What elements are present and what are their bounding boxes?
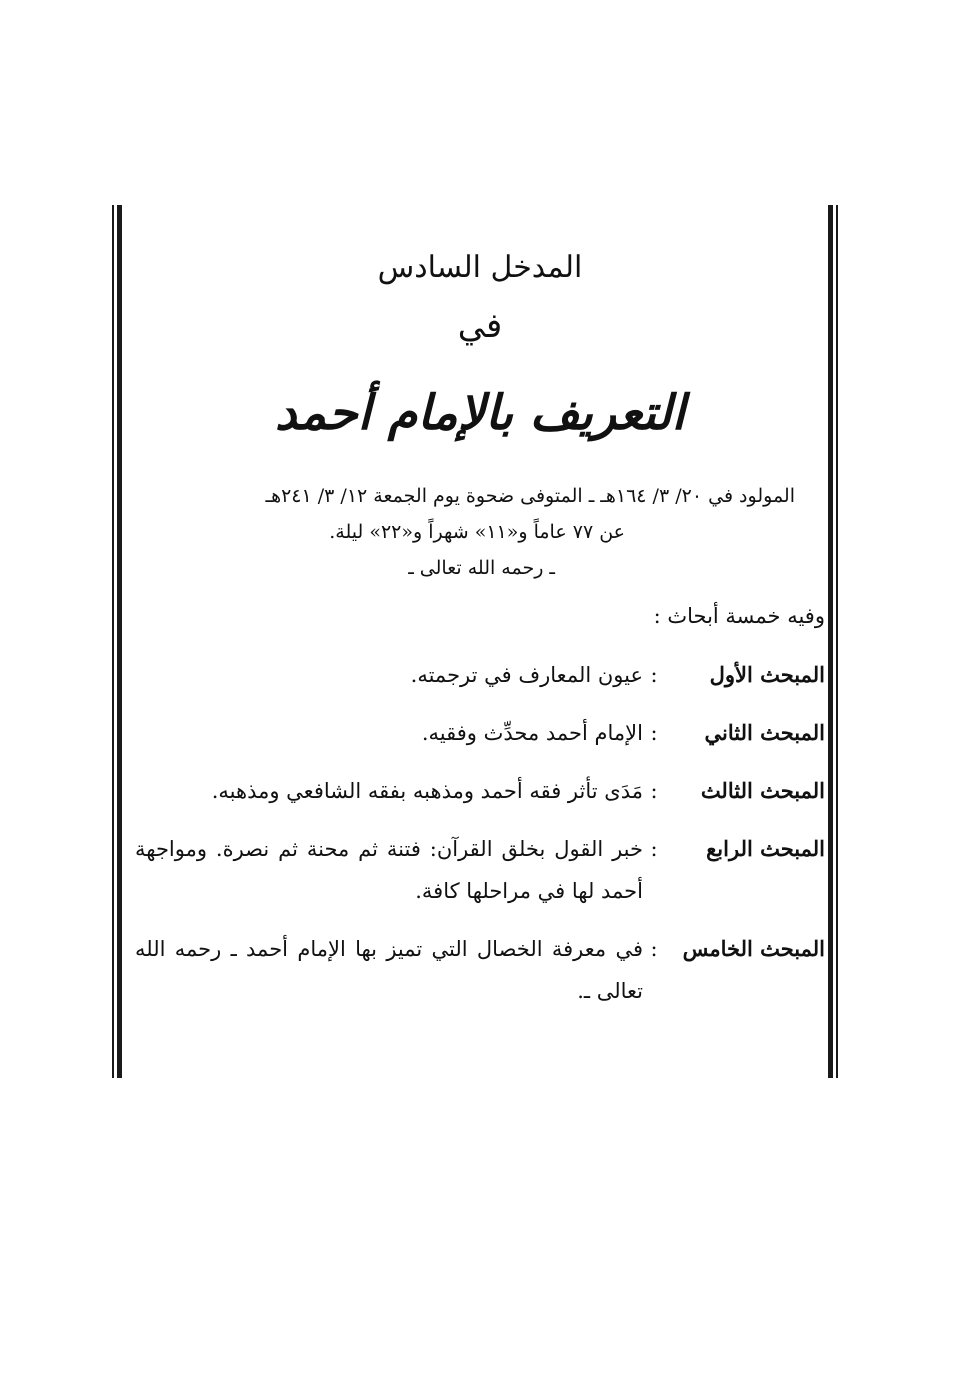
section-description: في معرفة الخصال التي تميز بها الإمام أحمد ـ رحمه الله تعالى ـ. bbox=[135, 937, 643, 1003]
right-border-thin-line bbox=[836, 205, 838, 1078]
right-border-rule bbox=[828, 205, 838, 1078]
section-item-1 bbox=[135, 654, 825, 696]
section-description: الإمام أحمد محدِّث وفقيه. bbox=[421, 721, 643, 745]
right-border-thick-line bbox=[828, 205, 833, 1078]
section-description: عيون المعارف في ترجمته. bbox=[410, 663, 643, 687]
biography-invocation: ـ رحمه الله تعالى ـ bbox=[408, 557, 555, 579]
biography-age: عن ٧٧ عاماً و«١١» شهراً و«٢٢» ليلة. bbox=[329, 521, 625, 543]
section-label: المبحث الخامس bbox=[682, 936, 825, 961]
left-border-thick-line bbox=[117, 205, 122, 1078]
section-colon: : bbox=[650, 837, 658, 861]
section-label: المبحث الثاني bbox=[704, 720, 825, 745]
section-label: المبحث الرابع bbox=[706, 836, 825, 861]
biography-dates: المولود في ٢٠/ ٣/ ١٦٤هـ ـ المتوفى ضحوة يوم الجمعة ١٢/ ٣/ ٢٤١هـ bbox=[265, 485, 795, 507]
section-description: خبر القول بخلق القرآن: فتنة ثم محنة ثم نصرة. ومواجهة أحمد لها في مراحلها كافة. bbox=[135, 837, 643, 903]
section-description: مَدَى تأثر فقه أحمد ومذهبه بفقه الشافعي ومذهبه. bbox=[211, 779, 643, 803]
section-item-2 bbox=[135, 712, 825, 754]
sections-list bbox=[135, 654, 825, 1028]
left-border-rule bbox=[112, 205, 122, 1078]
chapter-preposition: في bbox=[457, 306, 503, 346]
section-colon: : bbox=[650, 663, 658, 687]
section-colon: : bbox=[650, 779, 658, 803]
chapter-heading: المدخل السادس bbox=[377, 250, 583, 285]
section-label: المبحث الأول bbox=[709, 662, 825, 687]
section-colon: : bbox=[650, 937, 658, 961]
section-label: المبحث الثالث bbox=[700, 778, 825, 803]
section-item-3 bbox=[135, 770, 825, 812]
chapter-title: التعريف بالإمام أحمد bbox=[275, 385, 685, 441]
section-item-5 bbox=[135, 928, 825, 1012]
section-item-4 bbox=[135, 828, 825, 912]
left-border-thin-line bbox=[112, 205, 114, 1078]
biography-block bbox=[135, 478, 825, 586]
section-colon: : bbox=[650, 721, 658, 745]
sections-intro: وفيه خمسة أبحاث : bbox=[653, 604, 825, 628]
